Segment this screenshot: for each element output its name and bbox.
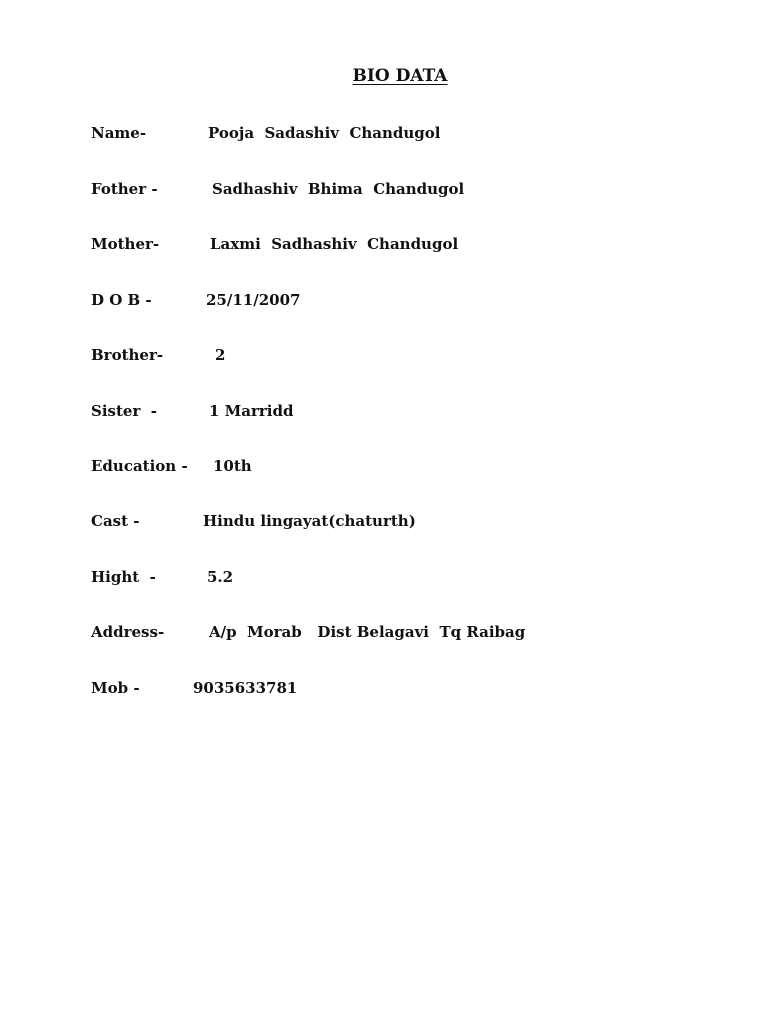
field-row-address (0, 623, 768, 647)
field-label-mobile: Mob - (91, 679, 140, 697)
field-row-education (0, 457, 768, 481)
field-row-dob (0, 291, 768, 315)
field-row-father (0, 180, 768, 204)
field-row-sister (0, 402, 768, 426)
field-value-sister: 1 Marridd (209, 402, 294, 420)
field-label-father: Fother - (91, 180, 158, 198)
field-value-father: Sadhashiv Bhima Chandugol (212, 180, 465, 198)
field-label-height: Hight - (91, 568, 156, 586)
field-row-name (0, 124, 768, 148)
field-label-address: Address- (91, 623, 165, 641)
page-title (0, 66, 768, 86)
field-row-brother (0, 346, 768, 370)
page-title-text: BIO DATA (352, 66, 448, 86)
field-label-cast: Cast - (91, 512, 140, 530)
field-label-dob: D O B - (91, 291, 152, 309)
field-value-height: 5.2 (207, 568, 234, 586)
field-row-height (0, 568, 768, 592)
field-value-mobile: 9035633781 (193, 679, 298, 697)
field-label-mother: Mother- (91, 235, 160, 253)
field-value-name: Pooja Sadashiv Chandugol (208, 124, 441, 142)
field-label-sister: Sister - (91, 402, 158, 420)
field-value-dob: 25/11/2007 (206, 291, 301, 309)
field-row-mother (0, 235, 768, 259)
field-value-education: 10th (213, 457, 252, 475)
field-label-brother: Brother- (91, 346, 164, 364)
field-label-education: Education - (91, 457, 188, 475)
field-value-address: A/p Morab Dist Belagavi Tq Raibag (209, 623, 526, 641)
field-label-name: Name- (91, 124, 147, 142)
field-value-cast: Hindu lingayat(chaturth) (203, 512, 416, 530)
field-row-cast (0, 512, 768, 536)
field-value-mother: Laxmi Sadhashiv Chandugol (210, 235, 459, 253)
field-value-brother: 2 (215, 346, 226, 364)
field-row-mobile (0, 679, 768, 703)
